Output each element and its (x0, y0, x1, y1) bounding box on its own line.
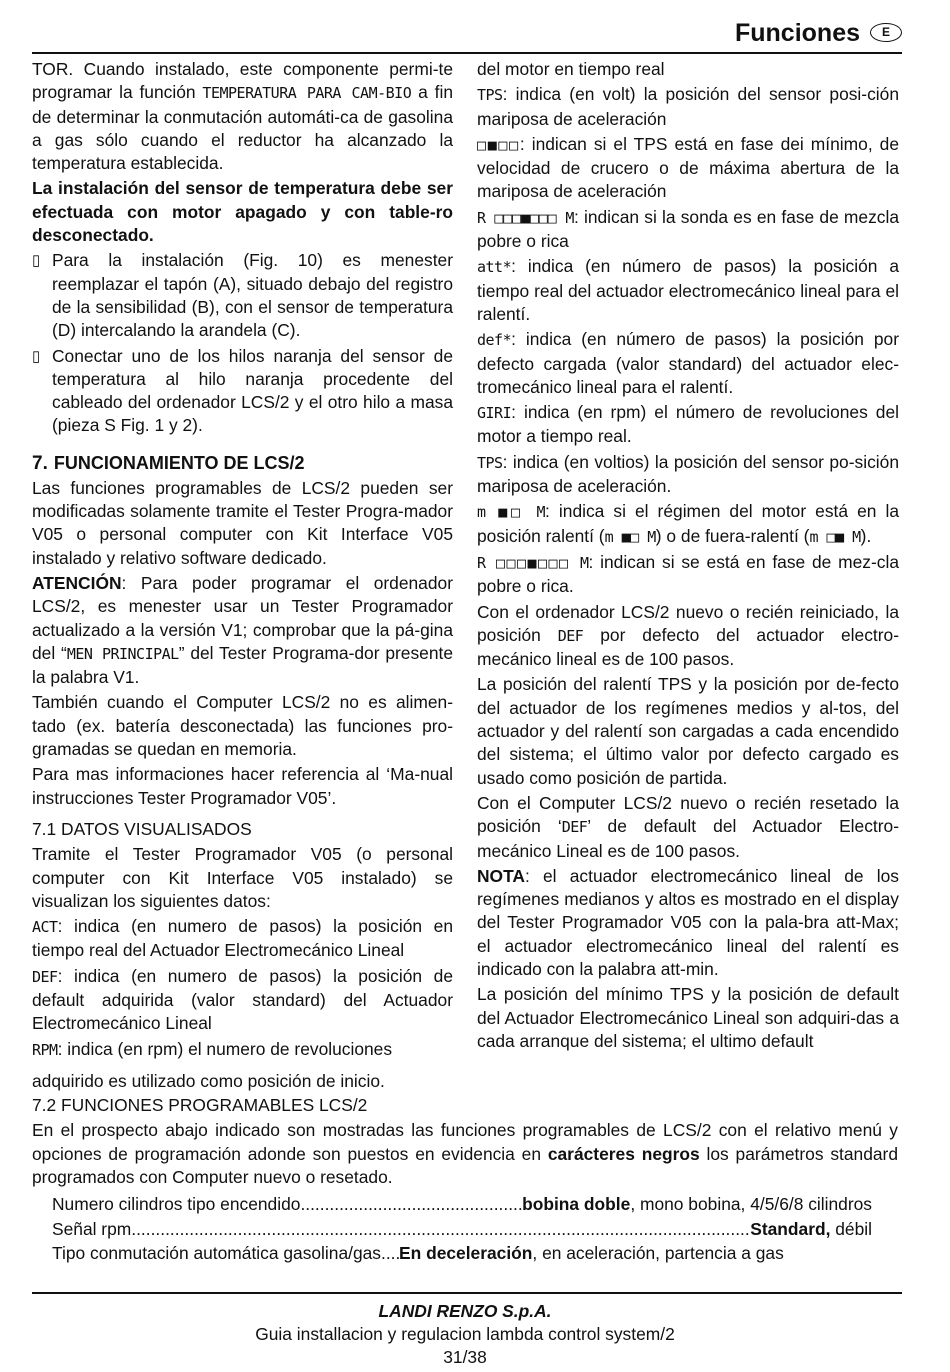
option-row: Tipo conmutación automática gasolina/gas ..... En deceleración, en aceleración, partencia a gas (52, 1241, 872, 1266)
list-item: ▯ Conectar uno de los hilos naranja del sensor de temperatura al hilo naranja procedente del cableado del ordenador LCS/2 y el otro hilo a masa (pieza S Fig. 1 y 2). (32, 345, 453, 438)
option-row: Numero cilindros tipo encendido ..... bobina doble, mono bobina, 4/5/6/8 cilindros (52, 1192, 872, 1217)
footer-divider (32, 1292, 902, 1294)
paragraph: La posición del mínimo TPS y la posición de default del Actuador Electromecánico Lineal son adquiri-das a cada arranque del sistema; el ultimo default (477, 984, 899, 1051)
paragraph: La posición del ralentí TPS y la posición por de-fecto del actuador de los regímenes medios y al-tos, del actuador y del ralentí son cargadas a cada encendido del sistema; el último valor por defecto cargado es usado como posición de partida. (477, 674, 899, 788)
paragraph: del motor en tiempo real (477, 59, 665, 79)
data-item-tps-2: TPS: indica (en voltios) la posición del sensor po-sición mariposa de aceleración. (477, 451, 899, 497)
paragraph: Tramite el Tester Programador V05 (o personal computer con Kit Interface V05 instalado) se visualizan los siguientes datos: (32, 844, 453, 911)
paragraph: TOR. Cuando instalado, este componente permi-te programar la función TEMPERATURA PARA CAM-BIO a fin de determinar la conmutación automáti-ca de gasolina a gas sólo cuando el reductor ha alcanzado la temperatura establecida. (32, 59, 453, 174)
data-item-act: ACT: indica (en numero de pasos) la posición en tiempo real del Actuador Electromecánico Lineal (32, 916, 453, 961)
note-paragraph: NOTA: el actuador electromecánico lineal de los regímenes medianos y altos es mostrado en el display del Tester Programador V05 con la pala-bra att-Max; el actuador electromecánico lineal del ralentí es indicado con la palabra att-min. (477, 865, 899, 979)
data-item-rm: R □□□■□□□ M: indican si la sonda es en fase de mezcla pobre o rica (477, 206, 899, 252)
data-item-def: DEF: indica (en numero de pasos) la posición de default adquirida (valor standard) del Actuador Electromecánico Lineal (32, 965, 453, 1034)
paragraph: adquirido es utilizado como posición de inicio. (32, 1070, 385, 1091)
paragraph: Para mas informaciones hacer referencia al ‘Ma-nual instrucciones Tester Programador V05’. (32, 764, 453, 808)
data-item-rm-2: R □□□■□□□ M: indican si se está en fase de mez-cla pobre o rica. (477, 551, 899, 597)
section-7-2 (32, 1094, 898, 1191)
right-column (477, 58, 899, 1055)
options-list (52, 1192, 872, 1266)
page-header (32, 12, 902, 54)
language-badge: E (870, 23, 902, 42)
subsection-heading: 7.1 DATOS VISUALISADOS (32, 818, 252, 839)
option-row: Señal rpm ..... Standard, débil (52, 1217, 872, 1242)
list-item: ▯ Para la instalación (Fig. 10) es menester reemplazar el tapón (A), situado debajo del registro de la sensibilidad (B), con el sensor de temperatura (D) intercalando la arandela (C). (32, 249, 453, 342)
bullet-icon: ▯ (32, 347, 41, 365)
paragraph: Las funciones programables de LCS/2 pueden ser modificadas solamente tramite el Tester Progra-mador V05 o personal computer con Kit Interface V05 instalado y relativo software dedicado. (32, 477, 453, 568)
paragraph: También cuando el Computer LCS/2 no es alimen-tado (ex. batería desconectada) las funciones pro-gramadas se quedan en memoria. (32, 692, 453, 760)
bullet-icon: ▯ (32, 252, 41, 270)
data-item-rpm: RPM: indica (en rpm) el numero de revoluciones (32, 1038, 393, 1059)
subsection-heading: 7.2 FUNCIONES PROGRAMABLES LCS/2 (32, 1095, 368, 1115)
data-item-giri: GIRI: indica (en rpm) el número de revoluciones del motor a tiempo real. (477, 402, 899, 447)
section-heading: 7. FUNCIONAMIENTO DE LCS/2 (32, 452, 305, 474)
page-number: 31/38 (443, 1347, 487, 1367)
left-column (32, 58, 453, 1095)
paragraph: ATENCIÓN: Para poder programar el ordenador LCS/2, es menester usar un Tester Programador actualizado a la versión V1; comprobar que la pá-gina del “MEN PRINCIPAL” del Tester Programa-dor presente la palabra V1. (32, 572, 453, 688)
paragraph: Con el Computer LCS/2 nuevo o recién resetado la posición ‘DEF’ de default del Actuador Electro-mecánico Lineal es de 100 pasos. (477, 792, 899, 861)
data-item-blocks: □■□□: indican si el TPS está en fase dei mínimo, de velocidad de crucero o de máxima abertura de la mariposa de aceleración (477, 133, 900, 202)
company-name: LANDI RENZO S.p.A. (378, 1301, 552, 1321)
data-item-att: att*: indica (en número de pasos) la posición a tiempo real del actuador electromecánico lineal para el ralentí. (477, 256, 899, 324)
display-text: TEMPERATURA PARA CAM-BIO (202, 84, 412, 103)
page-footer (32, 1300, 898, 1369)
document-title: Guia installacion y regulacion lambda control system/2 (255, 1324, 675, 1344)
data-item-def-star: def*: indica (en número de pasos) la posición por defecto cargada (valor standard) del actuador elec-tromecánico lineal para el ralentí. (477, 329, 899, 397)
data-item-mm: m ■□ M: indica si el régimen del motor está en la posición ralentí (m ■□ M) o de fuera-ralentí (m □■ M). (477, 501, 900, 546)
paragraph: En el prospecto abajo indicado son mostradas las funciones programables de LCS/2 con el relativo menú y opciones de programación adonde son puestos en evidencia en carácteres negros los parámetros standard programados con Computer nuevo o resetado. (32, 1120, 899, 1187)
warning-text: La instalación del sensor de temperatura debe ser efectuada con motor apagado y con table-ro desconectado. (32, 178, 453, 246)
paragraph: Con el ordenador LCS/2 nuevo o recién reiniciado, la posición DEF por defecto del actuador electro-mecánico lineal es de 100 pasos. (477, 601, 899, 670)
page-title: Funciones (734, 19, 860, 47)
data-item-tps: TPS: indica (en volt) la posición del sensor posi-ción mariposa de aceleración (477, 84, 899, 129)
